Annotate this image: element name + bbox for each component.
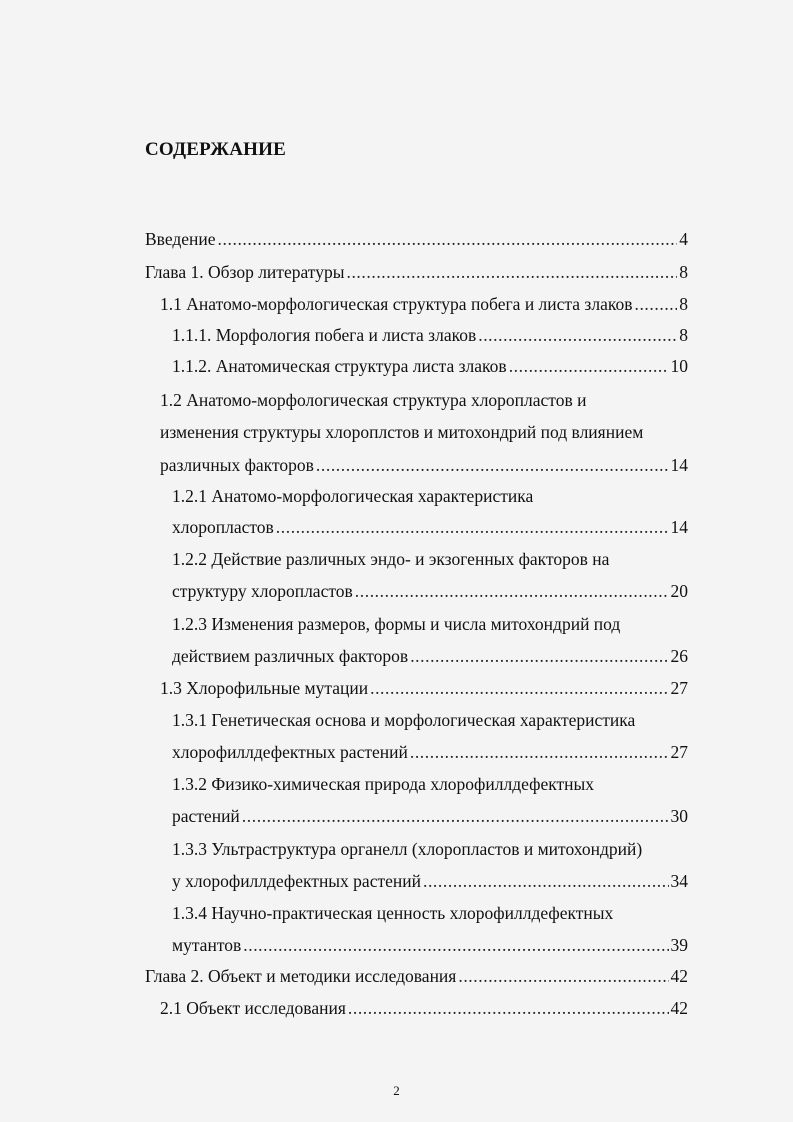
toc-entry-page: 42	[670, 966, 688, 986]
toc-leader-dots	[355, 581, 669, 601]
toc-entry-1-3-2[interactable]	[172, 806, 688, 826]
toc-leader-dots	[346, 262, 677, 282]
toc-entry-page: 27	[670, 742, 688, 762]
toc-leader-dots	[410, 742, 669, 762]
toc-leader-dots	[276, 517, 669, 537]
toc-entry-text: структуру хлоропластов	[172, 581, 353, 601]
toc-entry-text: различных факторов	[160, 455, 314, 475]
toc-entry-1-3-3[interactable]	[172, 871, 688, 891]
toc-entry-page: 20	[670, 581, 688, 601]
toc-entry-text: Глава 1. Обзор литературы	[145, 262, 345, 282]
toc-leader-dots	[458, 966, 668, 986]
toc-entry-page: 34	[670, 871, 688, 891]
toc-entry-page: 14	[670, 455, 688, 475]
toc-entry-text: Введение	[145, 229, 216, 249]
toc-entry-text: хлоропластов	[172, 517, 274, 537]
toc-leader-dots	[410, 646, 668, 666]
page-title: СОДЕРЖАНИЕ	[145, 139, 286, 160]
toc-entry-page: 39	[670, 935, 688, 955]
toc-entry-text: 1.1.2. Анатомическая структура листа злаков	[172, 356, 507, 376]
toc-entry-introduction[interactable]	[145, 229, 688, 249]
toc-entry-page: 26	[670, 646, 688, 666]
toc-entry-1-2-line1[interactable]: 1.2 Анатомо-морфологическая структура хлоропластов и	[160, 390, 587, 410]
toc-entry-1-2-2[interactable]	[172, 581, 688, 601]
toc-entry-chapter-2[interactable]	[145, 966, 688, 986]
toc-entry-page: 4	[679, 229, 688, 249]
toc-leader-dots	[509, 356, 669, 376]
toc-entry-text: 1.1 Анатомо-морфологическая структура побега и листа злаков	[160, 294, 633, 314]
toc-entry-1-2-3[interactable]	[172, 646, 688, 666]
toc-entry-page: 14	[670, 517, 688, 537]
toc-entry-page: 42	[670, 998, 688, 1018]
toc-entry-page: 8	[679, 294, 688, 314]
toc-entry-2-1[interactable]	[160, 998, 688, 1018]
toc-entry-1-2-1[interactable]	[172, 517, 688, 537]
toc-entry-text: 2.1 Объект исследования	[160, 998, 346, 1018]
toc-entry-text: действием различных факторов	[172, 646, 409, 666]
toc-entry-1-3-3-line1[interactable]: 1.3.3 Ультраструктура органелл (хлоропластов и митохондрий)	[172, 839, 643, 859]
toc-entry-text: 1.1.1. Морфология побега и листа злаков	[172, 325, 477, 345]
toc-entry-1-1-2[interactable]	[172, 356, 688, 376]
toc-entry-text: у хлорофиллдефектных растений	[172, 871, 421, 891]
toc-leader-dots	[348, 998, 669, 1018]
toc-entry-1-2-2-line1[interactable]: 1.2.2 Действие различных эндо- и экзогенных факторов на	[172, 549, 610, 569]
toc-leader-dots	[370, 678, 668, 698]
toc-entry-page: 8	[679, 325, 688, 345]
toc-entry-text: Глава 2. Объект и методики исследования	[145, 966, 457, 986]
page-number: 2	[393, 1083, 400, 1098]
toc-entry-page: 8	[679, 262, 688, 282]
toc-entry-chapter-1[interactable]	[145, 262, 688, 282]
toc-entry-1-1[interactable]	[160, 294, 688, 314]
toc-entry-1-3-1-line1[interactable]: 1.3.1 Генетическая основа и морфологическая характеристика	[172, 710, 636, 730]
toc-entry-text: растений	[172, 806, 240, 826]
toc-entry-1-2-line2[interactable]: изменения структуры хлороплстов и митохондрий под влиянием	[160, 422, 644, 442]
toc-leader-dots	[243, 935, 668, 955]
toc-entry-1-2-1-line1[interactable]: 1.2.1 Анатомо-морфологическая характеристика	[172, 486, 534, 506]
toc-entry-1-2[interactable]	[160, 455, 688, 475]
toc-leader-dots	[634, 294, 677, 314]
toc-leader-dots	[478, 325, 677, 345]
toc-entry-text: мутантов	[172, 935, 242, 955]
toc-leader-dots	[423, 871, 669, 891]
toc-leader-dots	[218, 229, 678, 249]
toc-leader-dots	[316, 455, 669, 475]
toc-entry-text: 1.3 Хлорофильные мутации	[160, 678, 369, 698]
toc-entry-1-1-1[interactable]	[172, 325, 688, 345]
toc-entry-1-3-4-line1[interactable]: 1.3.4 Научно-практическая ценность хлорофиллдефектных	[172, 903, 614, 923]
toc-entry-1-3-2-line1[interactable]: 1.3.2 Физико-химическая природа хлорофиллдефектных	[172, 774, 594, 794]
toc-entry-1-3-1[interactable]	[172, 742, 688, 762]
toc-entry-page: 10	[670, 356, 688, 376]
toc-entry-1-3-4[interactable]	[172, 935, 688, 955]
toc-entry-page: 30	[670, 806, 688, 826]
toc-entry-1-3[interactable]	[160, 678, 688, 698]
toc-entry-page: 27	[670, 678, 688, 698]
toc-entry-1-2-3-line1[interactable]: 1.2.3 Изменения размеров, формы и числа митохондрий под	[172, 614, 621, 634]
toc-entry-text: хлорофиллдефектных растений	[172, 742, 408, 762]
toc-leader-dots	[242, 806, 669, 826]
